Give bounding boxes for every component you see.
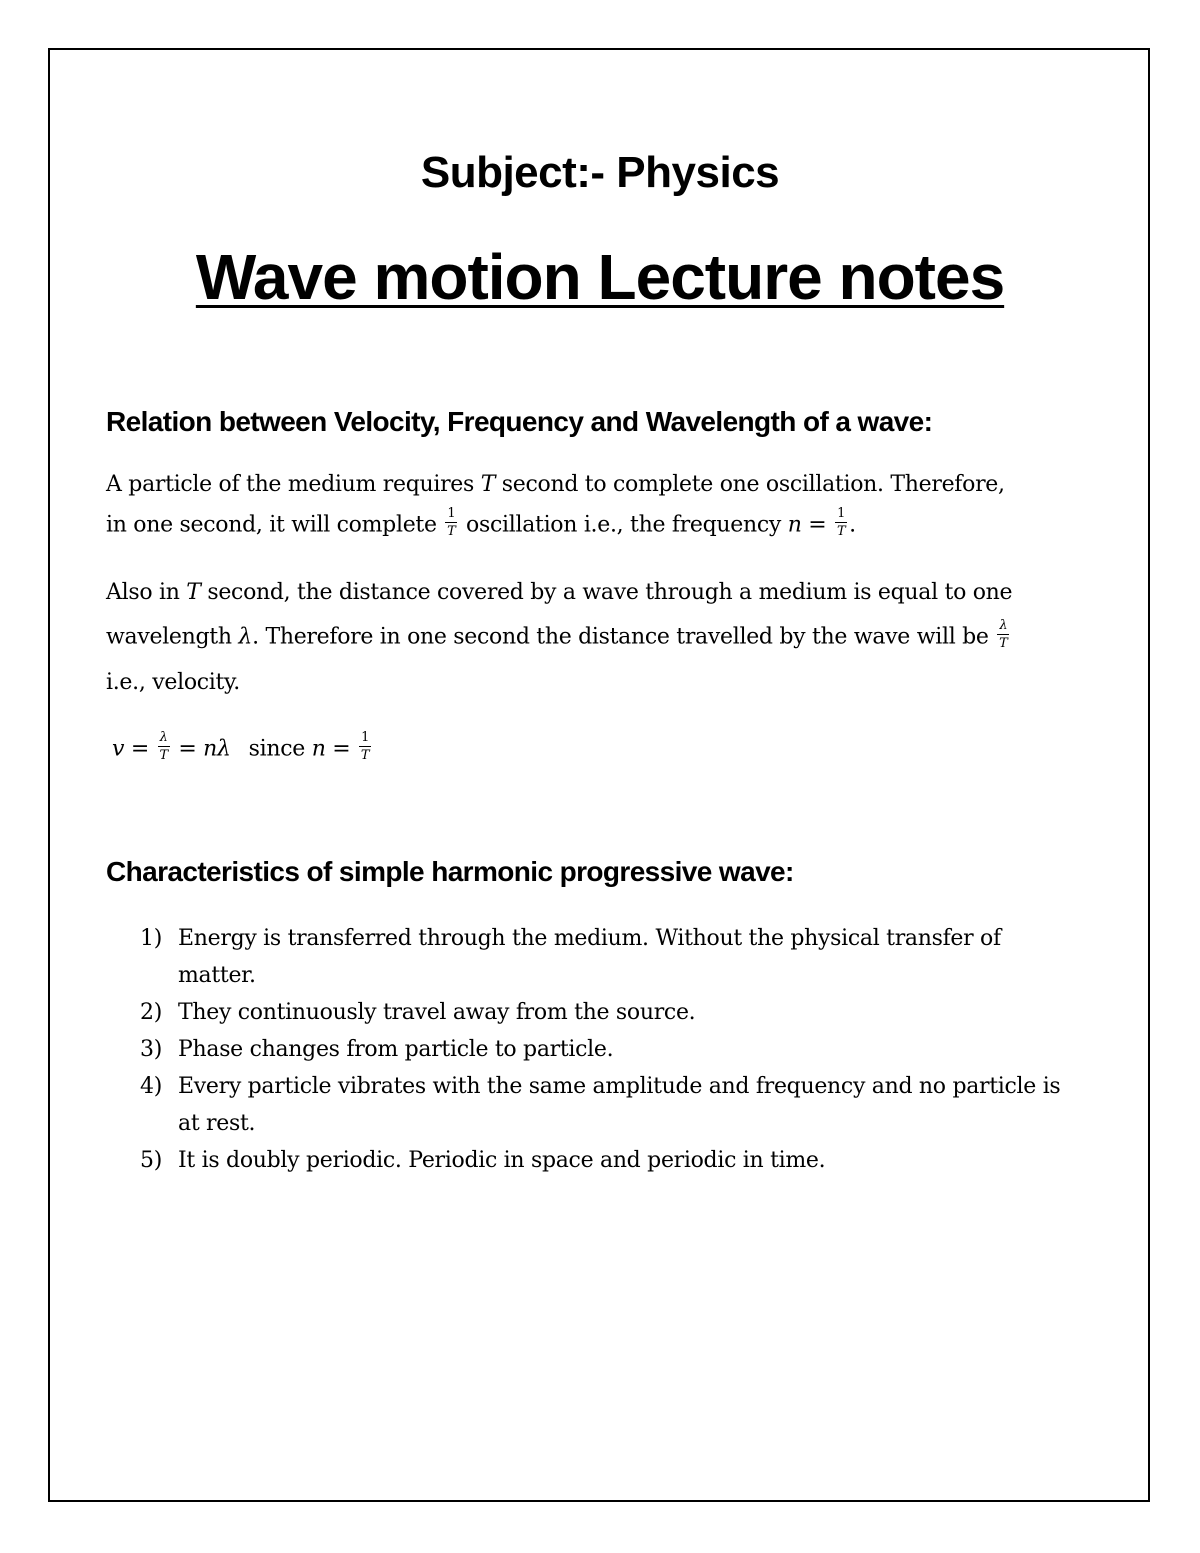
text-run: i.e., velocity. (106, 670, 240, 695)
page-title: Wave motion Lecture notes (195, 241, 1005, 313)
paragraph-line (106, 670, 240, 695)
fraction-numerator: λ (999, 618, 1008, 633)
text-run: second to complete one oscillation. Therefore, (495, 472, 1005, 497)
paragraph-frequency (106, 470, 1078, 560)
list-item-marker: 1) (140, 926, 162, 951)
equals-sign: = (325, 736, 358, 762)
fraction-numerator: 1 (361, 730, 370, 745)
variable-v: v (112, 736, 125, 762)
list-item-marker: 3) (140, 1037, 162, 1062)
list-item (140, 920, 1080, 994)
fraction-denominator: T (159, 748, 168, 763)
list-item-marker: 5) (140, 1148, 162, 1173)
subject-heading: Subject:- Physics (420, 148, 780, 197)
list-item-text: Phase changes from particle to particle. (178, 1037, 614, 1062)
fraction-numerator: 1 (837, 506, 846, 521)
velocity-formula (112, 728, 1084, 778)
fraction-denominator: T (360, 748, 370, 763)
characteristics-list (140, 920, 1080, 1179)
list-item-marker: 4) (140, 1074, 162, 1099)
equals-sign: = (171, 736, 204, 762)
fraction-one-over-T (359, 731, 371, 762)
list-item (140, 994, 1080, 1031)
text-run: Also in (106, 580, 187, 605)
list-item (140, 1068, 1080, 1142)
equals-sign: = (801, 512, 834, 538)
fraction-numerator: 1 (447, 506, 456, 521)
fraction-denominator: T (836, 524, 846, 539)
text-run: second, the distance covered by a wave through a medium is equal to one (200, 580, 1013, 605)
text-run: since (248, 736, 312, 762)
fraction-one-over-T (445, 507, 457, 538)
text-run: oscillation i.e., the frequency (459, 512, 788, 538)
fraction-lambda-over-T (158, 731, 170, 762)
fraction-lambda-over-T (997, 619, 1009, 650)
list-item-marker: 2) (140, 1000, 162, 1025)
text-run: . (849, 512, 856, 538)
variable-n-lambda: nλ (203, 736, 231, 762)
text-run: . Therefore in one second the distance travelled by the wave will be (252, 624, 996, 650)
list-item (140, 1142, 1080, 1179)
list-item-text: They continuously travel away from the source. (178, 1000, 696, 1025)
paragraph-line (106, 472, 1005, 497)
text-run: A particle of the medium requires (106, 472, 481, 497)
variable-T: T (480, 472, 496, 497)
variable-lambda: λ (238, 624, 253, 650)
variable-n: n (311, 736, 326, 762)
list-item (140, 1031, 1080, 1068)
fraction-numerator: λ (159, 730, 168, 745)
section-heading-velocity-relation: Relation between Velocity, Frequency and Wavelength of a wave: (106, 406, 933, 437)
list-item-text: Every particle vibrates with the same amplitude and frequency and no particle is at rest. (178, 1074, 1061, 1136)
section-heading-characteristics: Characteristics of simple harmonic progressive wave: (106, 856, 794, 887)
paragraph-velocity (106, 580, 1078, 710)
fraction-denominator: T (999, 636, 1008, 651)
paragraph-line (106, 580, 1012, 605)
list-item-text: Energy is transferred through the medium. Without the physical transfer of matter. (178, 926, 1001, 988)
paragraph-line (106, 506, 856, 541)
paragraph-line (106, 618, 1011, 653)
text-run: in one second, it will complete (106, 512, 444, 538)
variable-n: n (787, 512, 802, 538)
list-item-text: It is doubly periodic. Periodic in space and periodic in time. (178, 1148, 826, 1173)
fraction-denominator: T (447, 524, 456, 539)
variable-T: T (186, 580, 201, 605)
text-run: wavelength (106, 624, 239, 650)
formula-line (112, 730, 373, 765)
fraction-one-over-T (835, 507, 847, 538)
equals-sign: = (124, 736, 156, 762)
